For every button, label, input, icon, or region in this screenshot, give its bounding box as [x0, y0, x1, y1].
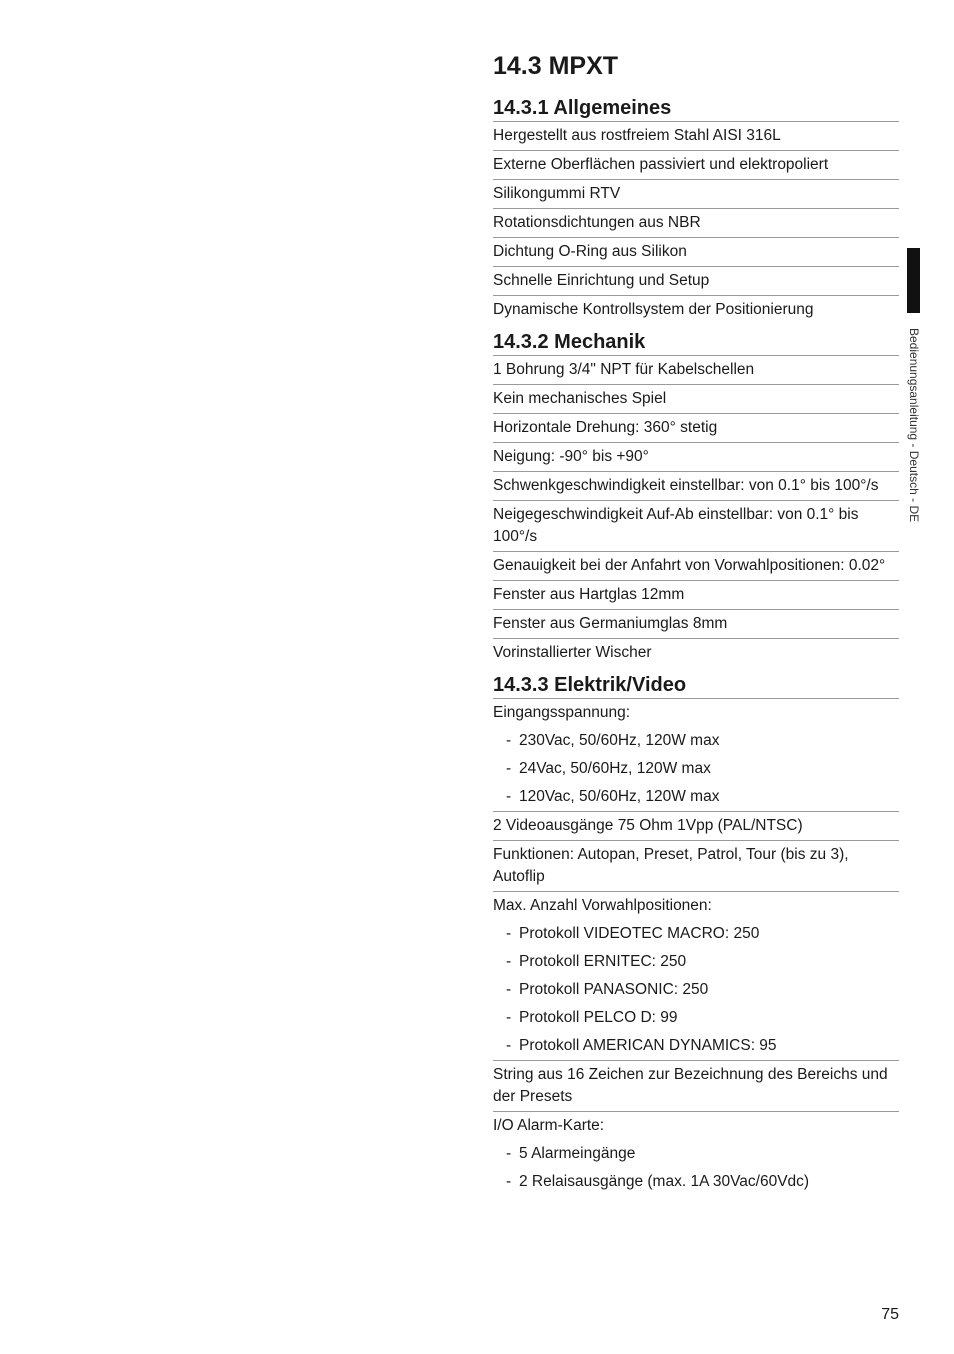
spec-row: 1 Bohrung 3/4" NPT für Kabelschellen [493, 356, 899, 385]
list-item-text: 120Vac, 50/60Hz, 120W max [519, 788, 720, 805]
chapter-tab-marker [907, 248, 920, 313]
spec-row: Dichtung O-Ring aus Silikon [493, 238, 899, 267]
dash-marker: - [506, 1145, 512, 1162]
section-heading: 14.3.2 Mechanik [493, 324, 899, 356]
spec-row: Kein mechanisches Spiel [493, 385, 899, 414]
list-item-text: Protokoll AMERICAN DYNAMICS: 95 [519, 1037, 777, 1054]
dash-marker: - [506, 788, 512, 805]
spec-row: Vorinstallierter Wischer [493, 644, 652, 661]
section-general [493, 90, 899, 324]
list-item-text: Protokoll VIDEOTEC MACRO: 250 [519, 925, 760, 942]
dash-marker: - [506, 953, 512, 970]
section-heading: 14.3.3 Elektrik/Video [493, 667, 899, 699]
dash-marker: - [506, 760, 512, 777]
list-item-text: 2 Relaisausgänge (max. 1A 30Vac/60Vdc) [519, 1173, 810, 1190]
page-number: 75 [881, 1306, 899, 1323]
section-mechanics [493, 324, 899, 667]
spec-row: Horizontale Drehung: 360° stetig [493, 414, 899, 443]
page-title: 14.3 MPXT [493, 52, 619, 80]
spec-row: Fenster aus Germaniumglas 8mm [493, 610, 899, 639]
list-item-text: Protokoll ERNITEC: 250 [519, 953, 687, 970]
spec-row: 2 Videoausgänge 75 Ohm 1Vpp (PAL/NTSC) [493, 812, 899, 841]
list-item-text: 5 Alarmeingänge [519, 1145, 636, 1162]
dash-marker: - [506, 1173, 512, 1190]
spec-row: Rotationsdichtungen aus NBR [493, 209, 899, 238]
dash-marker: - [506, 925, 512, 942]
presets-label: Max. Anzahl Vorwahlpositionen: [493, 897, 712, 914]
list-item [493, 727, 899, 755]
spec-row: Schwenkgeschwindigkeit einstellbar: von 0.1° bis 100°/s [493, 472, 899, 501]
list-item-text: 230Vac, 50/60Hz, 120W max [519, 732, 720, 749]
spec-row: Externe Oberflächen passiviert und elektropoliert [493, 151, 899, 180]
list-item [493, 1168, 899, 1196]
list-item [493, 976, 899, 1004]
alarm-card-label: I/O Alarm-Karte: [493, 1117, 605, 1134]
spec-row: Silikongummi RTV [493, 180, 899, 209]
spec-row: Dynamische Kontrollsystem der Positionierung [493, 301, 814, 318]
list-item [493, 1140, 899, 1168]
list-item-text: Protokoll PANASONIC: 250 [519, 981, 709, 998]
dash-marker: - [506, 732, 512, 749]
list-item [493, 1032, 899, 1061]
spec-row: Schnelle Einrichtung und Setup [493, 267, 899, 296]
spec-row: Neigung: -90° bis +90° [493, 443, 899, 472]
list-item [493, 1004, 899, 1032]
spec-row: String aus 16 Zeichen zur Bezeichnung des Bereichs und der Presets [493, 1061, 899, 1112]
input-voltage-label: Eingangsspannung: [493, 704, 631, 721]
dash-marker: - [506, 1037, 512, 1054]
spec-row: Genauigkeit bei der Anfahrt von Vorwahlpositionen: 0.02° [493, 552, 899, 581]
page-content [493, 50, 899, 1196]
dash-marker: - [506, 981, 512, 998]
spec-row: Funktionen: Autopan, Preset, Patrol, Tour (bis zu 3), Autoflip [493, 841, 899, 892]
section-electrical-video [493, 667, 899, 1196]
spec-row: Fenster aus Hartglas 12mm [493, 581, 899, 610]
list-item [493, 783, 899, 812]
side-label: Bedienungsanleitung - Deutsch - DE [907, 328, 921, 523]
section-heading: 14.3.1 Allgemeines [493, 90, 899, 122]
list-item [493, 920, 899, 948]
dash-marker: - [506, 1009, 512, 1026]
list-item-text: Protokoll PELCO D: 99 [519, 1009, 678, 1026]
spec-row: Neigegeschwindigkeit Auf-Ab einstellbar: von 0.1° bis 100°/s [493, 501, 899, 552]
list-item-text: 24Vac, 50/60Hz, 120W max [519, 760, 711, 777]
spec-row: Hergestellt aus rostfreiem Stahl AISI 316L [493, 122, 899, 151]
list-item [493, 755, 899, 783]
list-item [493, 948, 899, 976]
